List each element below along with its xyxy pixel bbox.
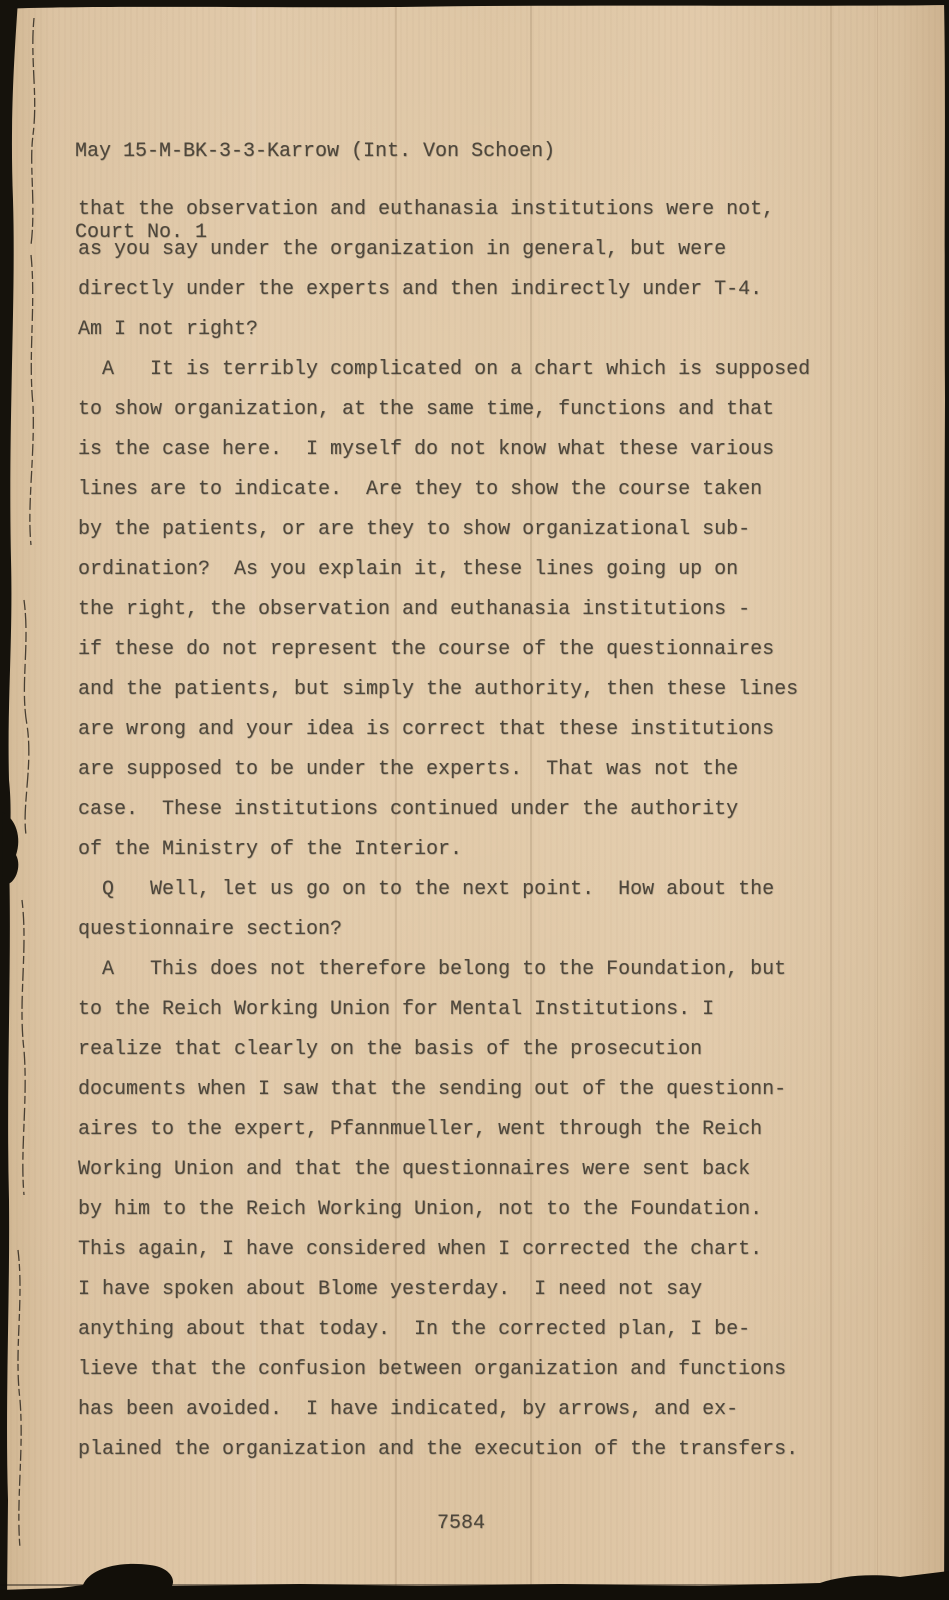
text-line: to show organization, at the same time, functions and that <box>78 398 775 421</box>
text-line: by him to the Reich Working Union, not to the Foundation. <box>78 1198 763 1221</box>
text-line: are supposed to be under the experts. That was not the <box>78 758 739 781</box>
text-line: documents when I saw that the sending out of the questionn- <box>78 1078 787 1101</box>
text-line: case. These institutions continued under the authority <box>78 798 739 821</box>
header-line-1: May 15-M-BK-3-3-Karrow (Int. Von Schoen) <box>75 140 556 163</box>
text-line: I have spoken about Blome yesterday. I need not say <box>78 1278 703 1301</box>
text-line: Working Union and that the questionnaires were sent back <box>78 1158 751 1181</box>
text-line: anything about that today. In the corrected plan, I be- <box>78 1318 751 1341</box>
text-line: questionnaire section? <box>78 918 343 941</box>
text-line: is the case here. I myself do not know what these various <box>78 438 775 461</box>
text-line: aires to the expert, Pfannmueller, went through the Reich <box>78 1118 763 1141</box>
text-line: Q Well, let us go on to the next point. How about the <box>78 878 775 901</box>
header-line-2: Court No. 1 <box>75 221 208 244</box>
text-line: by the patients, or are they to show organizational sub- <box>78 518 751 541</box>
text-line: realize that clearly on the basis of the prosecution <box>78 1038 703 1061</box>
text-line: lines are to indicate. Are they to show the course taken <box>78 478 763 501</box>
text-line: A It is terribly complicated on a chart which is supposed <box>78 358 811 381</box>
text-line: if these do not represent the course of the questionnaires <box>78 638 775 661</box>
text-line: to the Reich Working Union for Mental Institutions. I <box>78 998 715 1021</box>
text-line: as you say under the organization in general, but were <box>78 238 727 261</box>
text-line: lieve that the confusion between organization and functions <box>78 1358 787 1381</box>
text-line: plained the organization and the execution of the transfers. <box>78 1438 799 1461</box>
text-line: has been avoided. I have indicated, by arrows, and ex- <box>78 1398 739 1421</box>
text-line: This again, I have considered when I corrected the chart. <box>78 1238 763 1261</box>
text-line: Am I not right? <box>78 318 259 341</box>
text-line: that the observation and euthanasia institutions were not, <box>78 198 775 221</box>
page-number: 7584 <box>437 1512 486 1535</box>
text-line: are wrong and your idea is correct that these institutions <box>78 718 775 741</box>
text-line: A This does not therefore belong to the Foundation, but <box>78 958 787 981</box>
text-line: the right, the observation and euthanasia institutions - <box>78 598 751 621</box>
text-line: ordination? As you explain it, these lines going up on <box>78 558 739 581</box>
text-line: directly under the experts and then indirectly under T-4. <box>78 278 763 301</box>
text-line: and the patients, but simply the authority, then these lines <box>78 678 799 701</box>
text-line: of the Ministry of the Interior. <box>78 838 463 861</box>
document-body <box>78 190 810 1470</box>
